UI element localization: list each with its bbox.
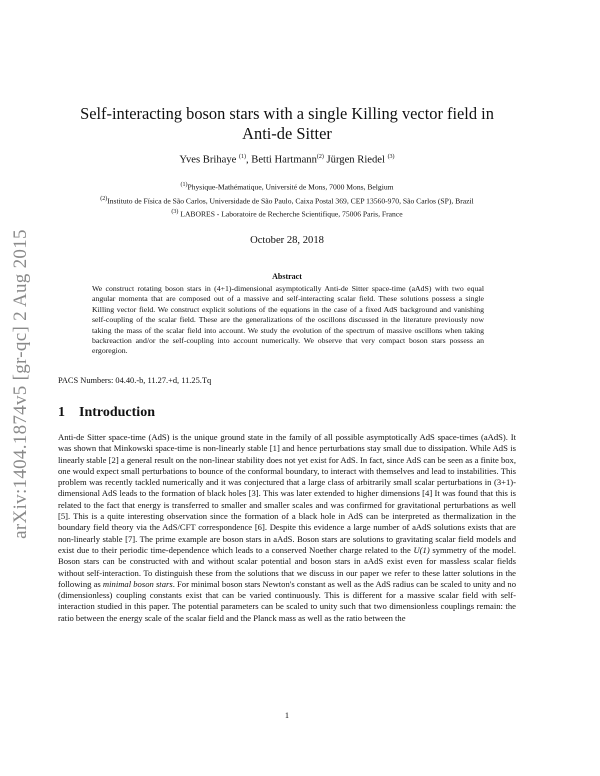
author-name: Jürgen Riedel [326,154,385,166]
section-heading [58,405,155,421]
intro-text: Anti-de Sitter space-time (AdS) is the unique ground state in the family of all possible asymptotically AdS space-times (aAdS). It was shown that Minkowski space-time is non-linearly stable [1] and hence perturbations stay small due to dissipation. While AdS is linearly stable [2] a general result on the non-linear stability does not yet exist for AdS. In fact, since AdS can be seen as a finite box, one would expect small perturbations to bounce of the conformal boundary, to interact with themselves and lead to instabilities. This problem was recently tackled numerically and it was conjectured that a large class of arbitrarily small scalar perturbations in (3+1)-dimensional AdS leads to the formation of black holes [3]. This was later extended to higher dimensions [4] It was found that this is related to the fact that energy is transferred to smaller and smaller scales and was confirmed for gravitational perturbations as well [5]. This is a quite interesting observation since the formation of a black hole in AdS can be interpreted as thermalization in the boundary field theory via the AdS/CFT correspondence [6]. Despite this evidence a large number of aAdS solutions exists that are non-linearly stable [7]. The prime example are boson stars in aAdS. Boson stars are solutions to gravitating scalar field models and exist due to their periodic time-dependence which leads to a conserved Noether charge related to the [58,432,516,555]
section-number: 1 [58,405,65,420]
affil-text: Instituto de Física de São Carlos, Universidade de São Paulo, Caixa Postal 369, CEP 13560-970, São Carlos (SP), Brazil [107,196,474,206]
introduction-paragraph [58,432,516,624]
author-list: Yves Brihaye $^{(1)}$, Betti Hartmann$^{(2)}$ Jürgen Riedel $^{(3)}$ [179,154,395,166]
author-affil-mark: (3) [387,154,395,160]
intro-emphasis: minimal boson stars [102,578,173,589]
affil-text: LABORES - Laboratoire de Recherche Scientifique, 75006 Paris, France [180,209,403,219]
intro-text: . For minimal boson stars Newton's constant as well as the AdS radius can be scaled to unity and no (dimensionless) coupling constants exist that can be varied continuously. This is different for a massive scalar field with self-interaction studied in this paper. The potential parameters can be scaled to unity such that two dimensionless couplings remain: the ratio between the energy scale of the scalar field and the Planck mass as well as the ratio between the [58,578,516,623]
paper-title [58,104,516,144]
title-line-1: Self-interacting boson stars with a single Killing vector field in [80,104,494,123]
affiliation [58,182,516,192]
section-title: Introduction [79,405,155,420]
arxiv-identifier-stamp [8,214,34,554]
pacs-numbers: PACS Numbers: 04.40.-b, 11.27.+d, 11.25.Tq [58,376,212,385]
affil-mark: (2) [100,196,108,202]
paper-date: October 28, 2018 [250,235,324,246]
intro-text: symmetry of the model. Boson stars can be constructed with and without scalar potential and boson stars in aAdS exist even for massless scalar fields without self-interaction. To distinguish these from the solutions that we discuss in our paper we refer to these latter solutions in the following as [58,544,516,589]
affiliation [44,196,530,206]
affil-text: Physique-Mathématique, Université de Mons, 7000 Mons, Belgium [187,182,394,192]
abstract-text: We construct rotating boson stars in (4+1)-dimensional asymptotically Anti-de Sitter space-time (aAdS) with two equal angular momenta that are composed out of a massive and self-interacting scalar field. These solutions possess a single Killing vector field. We construct explicit solutions of the equations in the case of a fixed AdS background and vanishing self-coupling of the scalar field. These are the generalizations of the oscillons discussed in the literature previously now taking the mass of the scalar field into account. We study the evolution of the spectrum of massive oscillons when taking backreaction and/or the self-coupling into account numerically. We observe that very compact boson stars possess an ergoregion. [92,284,484,356]
affil-mark: (1) [180,182,188,188]
affil-mark: (3) [171,209,179,215]
author-affil-mark: (2) [316,154,324,160]
abstract-heading: Abstract [272,272,302,281]
intro-math: U(1) [413,544,430,555]
affiliation [58,209,516,219]
title-line-2: Anti-de Sitter [242,124,332,143]
author-name: Betti Hartmann [251,154,317,166]
author-affil-mark: (1) [238,154,246,160]
arxiv-identifier: arXiv:1404.1874v5 [gr-qc] 2 Aug 2015 [10,229,31,539]
author-name: Yves Brihaye [179,154,237,166]
page-number: 1 [284,711,290,720]
